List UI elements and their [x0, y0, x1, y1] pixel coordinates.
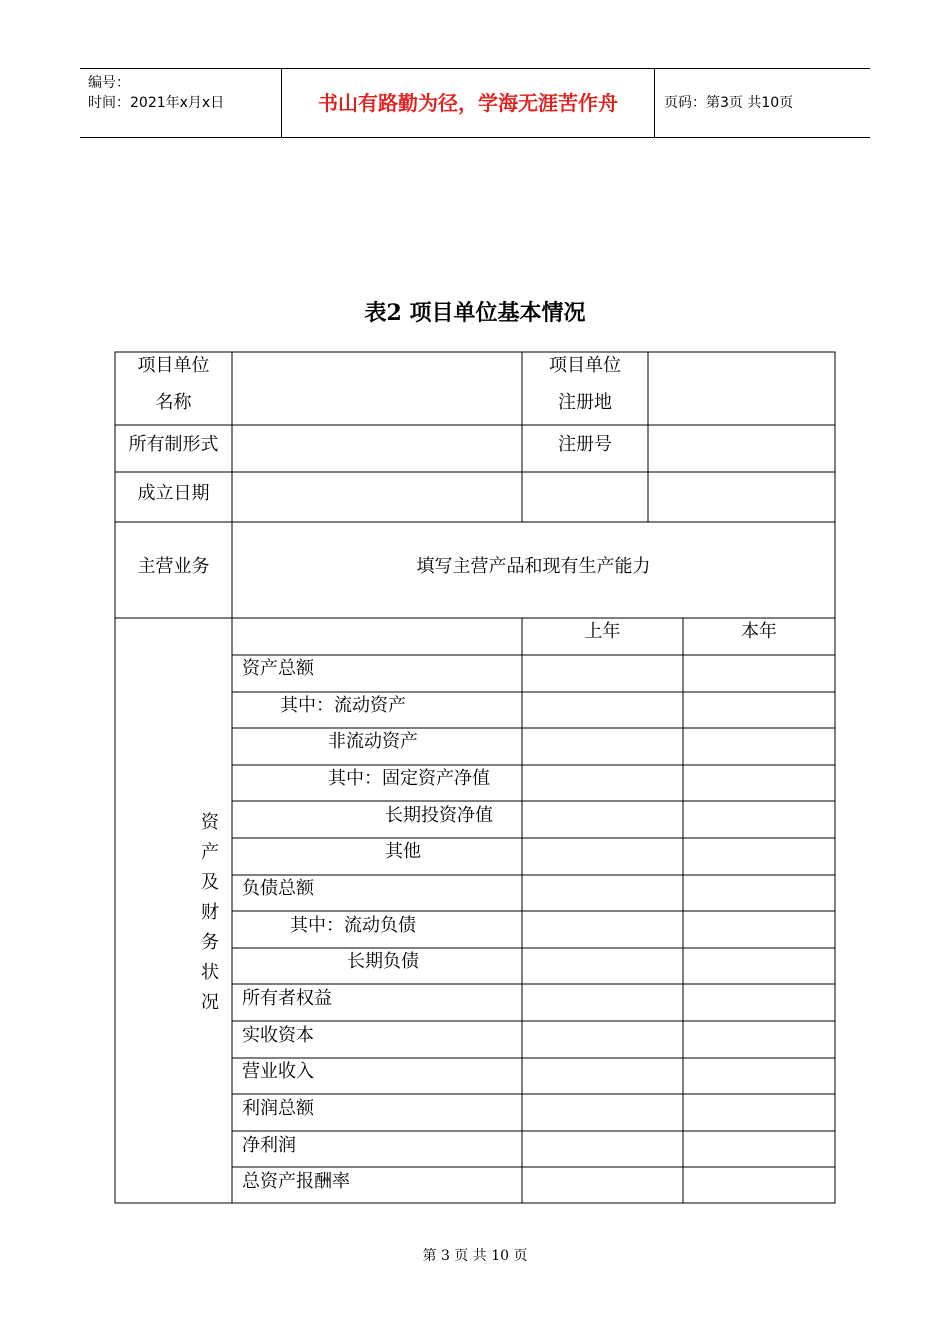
- row-paid-in-capital: 实收资本: [242, 1025, 314, 1046]
- unit-name-label: 名称: [155, 392, 192, 413]
- page-footer: 第 3 页 共 10 页: [422, 1248, 528, 1264]
- table-title: 表2 项目单位基本情况: [364, 300, 586, 326]
- main-business-label: 主营业务: [137, 556, 210, 577]
- row-other: 其他: [385, 841, 421, 862]
- this-year-header: 本年: [741, 621, 777, 642]
- row-total-assets: 资产总额: [242, 658, 314, 679]
- header-time: 时间：2021年x月x日: [88, 95, 225, 111]
- finance-section-char: 况: [201, 992, 219, 1013]
- reg-no-label: 注册号: [558, 434, 612, 455]
- row-total-liabilities: 负债总额: [242, 878, 314, 899]
- finance-section-char: 财: [201, 902, 219, 923]
- row-long-term-investment: 长期投资净值: [385, 805, 493, 826]
- header-page-info: 页码：第3页 共10页: [664, 95, 794, 111]
- finance-section-char: 产: [201, 842, 219, 863]
- reg-place-label: 项目单位: [549, 355, 621, 376]
- finance-section-label: [188, 808, 232, 1018]
- finance-section-char: 资: [201, 812, 219, 833]
- ownership-label: 所有制形式: [128, 434, 219, 455]
- row-net-profit: 净利润: [242, 1135, 296, 1156]
- row-long-term-liabilities: 长期负债: [347, 951, 419, 972]
- header-number: 编号：: [88, 75, 130, 91]
- row-current-liabilities: 其中：流动负债: [290, 915, 416, 936]
- header-motto: 书山有路勤为径，学海无涯苦作舟: [318, 91, 618, 115]
- finance-section-char: 及: [201, 872, 219, 893]
- row-owners-equity: 所有者权益: [242, 988, 332, 1009]
- finance-section-char: 状: [201, 962, 219, 983]
- row-revenue: 营业收入: [242, 1061, 314, 1082]
- unit-name-label: 项目单位: [137, 355, 210, 376]
- founded-label: 成立日期: [137, 483, 210, 504]
- row-current-assets: 其中：流动资产: [280, 695, 406, 716]
- row-fixed-assets: 其中：固定资产净值: [328, 768, 490, 789]
- row-noncurrent-assets: 非流动资产: [328, 731, 418, 752]
- reg-place-label: 注册地: [558, 392, 612, 413]
- row-total-profit: 利润总额: [242, 1098, 314, 1119]
- finance-section-char: 务: [201, 932, 219, 953]
- main-business-hint: 填写主营产品和现有生产能力: [416, 556, 651, 577]
- last-year-header: 上年: [584, 621, 621, 642]
- row-roa: 总资产报酬率: [242, 1171, 350, 1192]
